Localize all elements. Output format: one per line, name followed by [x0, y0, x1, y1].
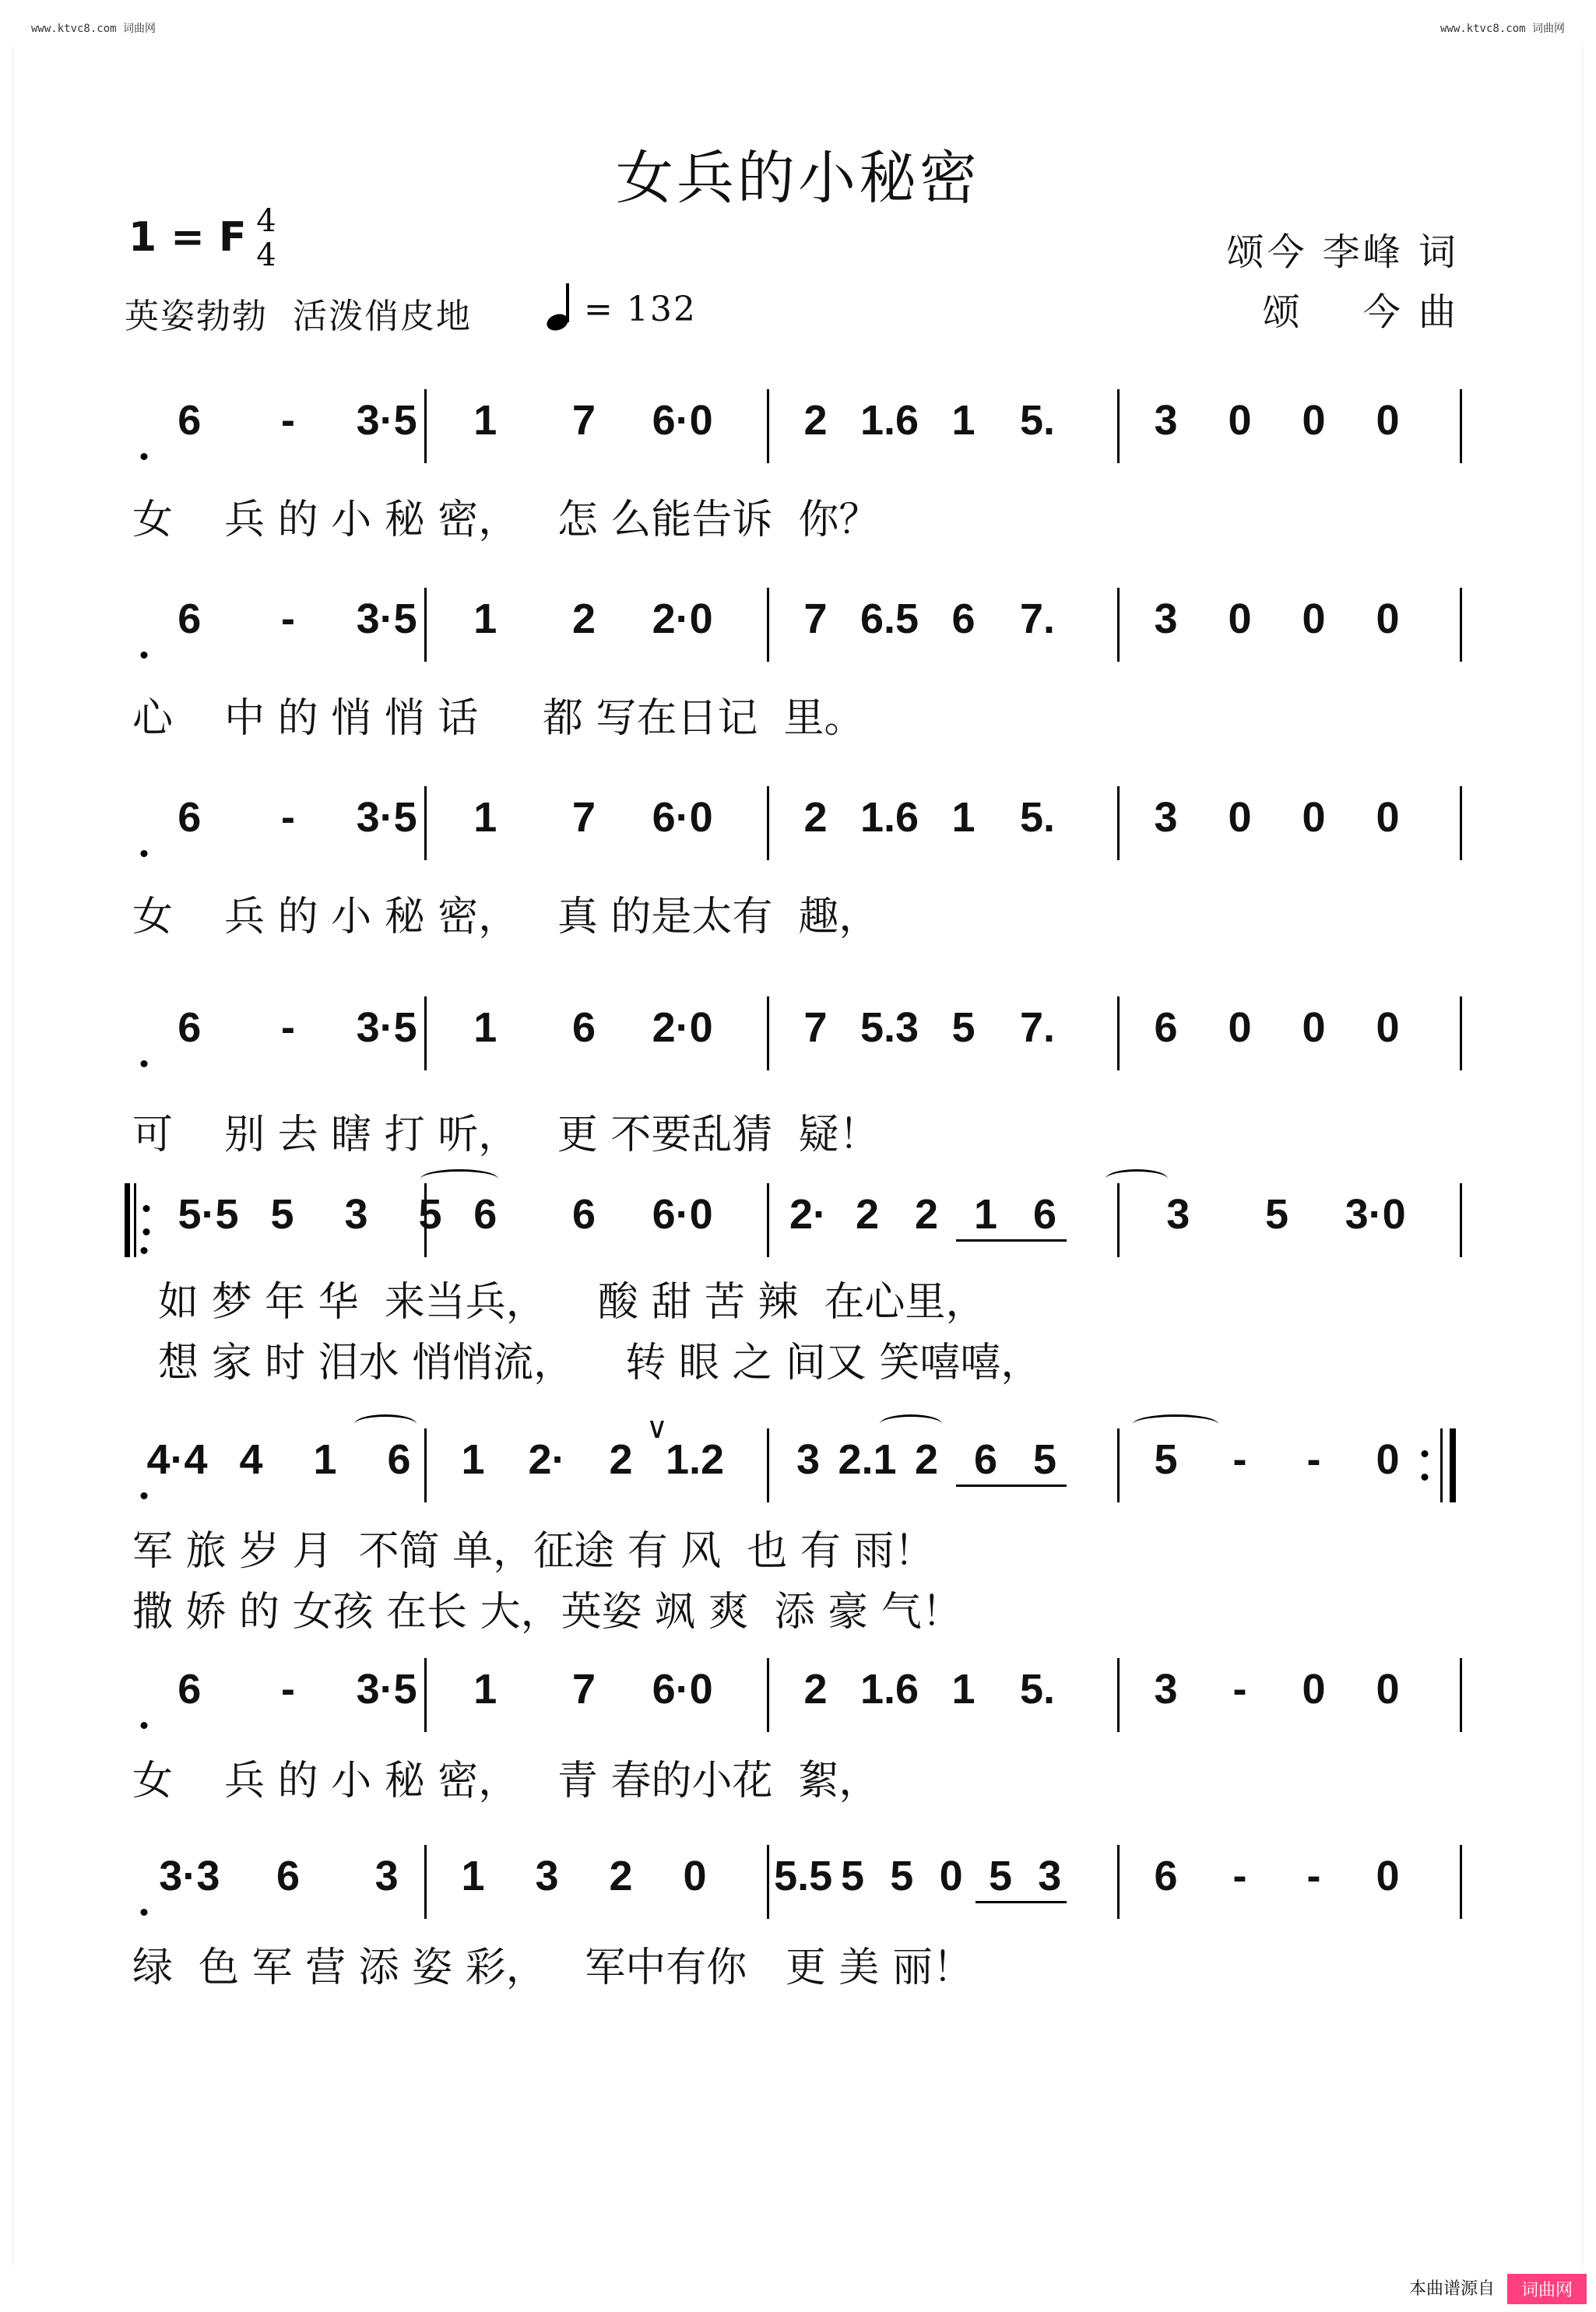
jianpu-note: 7	[803, 596, 828, 642]
lyric-line: 心 中 的 悄 悄 话 都 写在日记 里。	[132, 695, 865, 742]
jianpu-note: 6	[178, 397, 202, 444]
jianpu-note: -	[1306, 1853, 1321, 1899]
barline	[1117, 588, 1120, 662]
jianpu-note: 3	[344, 1191, 368, 1238]
barline	[1460, 588, 1462, 662]
jianpu-note: 0	[1228, 1004, 1252, 1051]
jianpu-note: 3·0	[1345, 1191, 1406, 1238]
jianpu-note: -	[1232, 1666, 1247, 1713]
jianpu-note: 2	[803, 794, 828, 841]
lyric-line: 想 家 时 泪水 悄悄流， 转 眼 之 间又 笑嘻嘻，	[132, 1340, 1042, 1386]
jianpu-note: 1	[473, 1004, 497, 1051]
jianpu-note: 0	[1376, 1666, 1400, 1713]
barline	[1460, 1183, 1462, 1257]
jianpu-note: 5.	[1019, 397, 1056, 444]
jianpu-note: -	[1306, 1436, 1321, 1483]
jianpu-note: 2·0	[652, 1004, 713, 1051]
barline	[767, 1845, 769, 1919]
slur-mark	[1106, 1169, 1168, 1189]
jianpu-note: 5	[418, 1191, 442, 1238]
key-signature: 1 = F	[128, 214, 247, 261]
jianpu-note: 3	[1166, 1191, 1190, 1238]
jianpu-note: -	[1232, 1436, 1247, 1483]
jianpu-note: -	[281, 794, 295, 841]
lyric-line: 女 兵 的 小 秘 密， 青 春的小花 絮，	[132, 1758, 880, 1804]
jianpu-note: 3	[1038, 1853, 1062, 1899]
jianpu-note: 3·5	[356, 1666, 417, 1713]
jianpu-note: 1	[313, 1436, 337, 1483]
jianpu-note: 0	[1376, 794, 1400, 841]
jianpu-note: 0	[683, 1853, 707, 1899]
repeat-start-thin-bar	[134, 1183, 136, 1257]
jianpu-note: 1	[951, 397, 976, 444]
barline	[1460, 1845, 1462, 1919]
jianpu-note: 3	[1154, 794, 1178, 841]
jianpu-note: 2	[914, 1191, 939, 1238]
jianpu-note: 5·5	[178, 1191, 239, 1238]
jianpu-note: 1	[473, 397, 497, 444]
jianpu-note: 6	[276, 1853, 301, 1899]
jianpu-note: 0	[1228, 596, 1252, 642]
barline	[424, 1428, 427, 1502]
jianpu-note: 2	[855, 1191, 880, 1238]
jianpu-note: 2·	[528, 1436, 566, 1483]
repeat-end-thick-bar	[1450, 1428, 1456, 1502]
barline	[1117, 1428, 1120, 1502]
jianpu-note: 3·3	[159, 1853, 220, 1899]
barline	[767, 588, 769, 662]
jianpu-note: 2	[609, 1853, 633, 1899]
jianpu-note: 2·	[789, 1191, 828, 1238]
jianpu-note: 6	[571, 1004, 596, 1051]
jianpu-note: 3	[1154, 397, 1178, 444]
jianpu-note: 5	[1154, 1436, 1178, 1483]
jianpu-note: -	[281, 1004, 295, 1051]
jianpu-note: 0	[1302, 1666, 1326, 1713]
jianpu-note: 0	[1376, 1004, 1400, 1051]
barline	[1117, 1845, 1120, 1919]
barline	[1460, 786, 1462, 860]
expression-marking: 英姿勃勃 活泼俏皮地	[125, 297, 472, 336]
jianpu-note: 0	[1376, 1853, 1400, 1899]
barline	[424, 588, 427, 662]
jianpu-note: 6	[387, 1436, 411, 1483]
jianpu-note: 3	[1154, 1666, 1178, 1713]
low-octave-dot	[141, 1492, 148, 1499]
jianpu-note: 0	[1376, 596, 1400, 642]
jianpu-note: 2	[803, 1666, 828, 1713]
jianpu-note: 3·5	[356, 794, 417, 841]
slur-mark	[420, 1169, 498, 1189]
jianpu-note: 6	[178, 794, 202, 841]
song-title: 女兵的小秘密	[616, 145, 980, 212]
repeat-start-thick-bar	[125, 1183, 130, 1257]
barline	[1117, 1183, 1120, 1257]
barline	[767, 389, 769, 463]
jianpu-note: 5.3	[860, 1004, 919, 1051]
eighth-beam	[956, 1485, 1067, 1487]
repeat-end-thin-bar	[1440, 1428, 1443, 1502]
jianpu-note: 2	[571, 596, 596, 642]
barline	[767, 786, 769, 860]
barline	[1460, 1658, 1462, 1732]
jianpu-note: 6.5	[860, 596, 919, 642]
jianpu-note: 0	[1302, 596, 1326, 642]
slur-mark	[1133, 1414, 1218, 1434]
jianpu-note: 6	[473, 1191, 497, 1238]
jianpu-note: 4·4	[146, 1436, 208, 1483]
jianpu-note: 6	[1154, 1853, 1178, 1899]
jianpu-note: 5	[988, 1853, 1013, 1899]
time-signature-top: 4	[256, 203, 276, 239]
barline	[424, 1658, 427, 1732]
jianpu-note: 3	[796, 1436, 821, 1483]
lyric-line: 撒 娇 的 女孩 在长 大，英姿 飒 爽 添 豪 气！	[132, 1589, 962, 1636]
jianpu-note: 5	[951, 1004, 976, 1051]
jianpu-note: 1	[951, 1666, 976, 1713]
eighth-beam	[956, 1239, 1067, 1242]
barline	[767, 996, 769, 1070]
repeat-dot	[1422, 1450, 1429, 1457]
jianpu-note: 1.6	[860, 397, 919, 444]
site-label-top-left: www.ktvc8.com 词曲网	[31, 23, 156, 35]
low-octave-dot	[141, 453, 148, 460]
barline	[424, 786, 427, 860]
jianpu-note: 2.1	[838, 1436, 897, 1483]
footer-source-label: 本曲谱源自	[1408, 2279, 1495, 2299]
jianpu-note: 6	[571, 1191, 596, 1238]
low-octave-dot	[141, 1722, 148, 1729]
jianpu-note: 1.2	[665, 1436, 725, 1483]
jianpu-note: 1	[473, 1666, 497, 1713]
jianpu-note: 5	[890, 1853, 914, 1899]
jianpu-note: 6·0	[652, 794, 713, 841]
jianpu-note: 0	[939, 1853, 963, 1899]
jianpu-note: 7	[571, 1666, 596, 1713]
jianpu-note: 2·0	[652, 596, 713, 642]
jianpu-note: 3·5	[356, 1004, 417, 1051]
lyricist-credit: 颂今 李峰 词	[1226, 230, 1459, 274]
barline	[1117, 786, 1120, 860]
jianpu-note: 2	[609, 1436, 633, 1483]
jianpu-note: 3	[1154, 596, 1178, 642]
jianpu-note: 1	[473, 596, 497, 642]
jianpu-note: 6·0	[652, 1191, 713, 1238]
composer-credit: 颂 今 曲	[1262, 290, 1459, 334]
barline	[424, 1845, 427, 1919]
low-octave-dot	[141, 1247, 148, 1254]
barline	[767, 1183, 769, 1257]
lyric-line: 女 兵 的 小 秘 密， 怎 么能告诉 你？	[132, 497, 880, 543]
low-octave-dot	[141, 850, 148, 857]
site-badge: 词曲网	[1507, 2274, 1587, 2304]
jianpu-note: 1	[473, 794, 497, 841]
jianpu-note: 6	[1154, 1004, 1178, 1051]
barline	[424, 389, 427, 463]
jianpu-note: 6	[973, 1436, 998, 1483]
low-octave-dot	[141, 1909, 148, 1916]
time-signature-bottom: 4	[256, 237, 276, 273]
jianpu-note: 5	[1264, 1191, 1289, 1238]
lyric-line: 如 梦 年 华 来当兵， 酸 甜 苦 辣 在心里，	[132, 1279, 986, 1326]
repeat-dot	[143, 1228, 150, 1235]
barline	[1117, 389, 1120, 463]
jianpu-note: 5.	[1019, 1666, 1056, 1713]
jianpu-note: 2	[803, 397, 828, 444]
repeat-dot	[143, 1205, 150, 1212]
jianpu-note: 6·0	[652, 397, 713, 444]
jianpu-note: 3·5	[356, 397, 417, 444]
jianpu-note: 2	[914, 1436, 939, 1483]
jianpu-note: 1.6	[860, 1666, 919, 1713]
jianpu-note: 5	[1032, 1436, 1057, 1483]
jianpu-note: 6	[178, 1666, 202, 1713]
jianpu-note: 1	[973, 1191, 998, 1238]
lyric-line: 绿 色 军 营 添 姿 彩， 军中有你 更 美 丽！	[132, 1945, 973, 1991]
jianpu-note: 4	[239, 1436, 263, 1483]
jianpu-note: -	[281, 1666, 295, 1713]
jianpu-note: 3	[374, 1853, 399, 1899]
jianpu-note: 5.5	[774, 1853, 833, 1899]
slur-mark	[354, 1414, 417, 1434]
jianpu-note: -	[281, 596, 295, 642]
site-label-top-right: www.ktvc8.com 词曲网	[1440, 23, 1565, 35]
barline	[1460, 996, 1462, 1070]
eighth-beam	[976, 1901, 1067, 1903]
jianpu-note: 0	[1376, 397, 1400, 444]
barline	[1460, 389, 1462, 463]
barline	[1117, 996, 1120, 1070]
jianpu-note: 5	[270, 1191, 294, 1238]
barline	[767, 1428, 769, 1502]
jianpu-note: 7	[803, 1004, 828, 1051]
jianpu-note: 6	[178, 596, 202, 642]
jianpu-note: 6	[951, 596, 976, 642]
lyric-line: 军 旅 岁 月 不简 单，征途 有 风 也 有 雨！	[132, 1528, 935, 1575]
repeat-dot	[1422, 1474, 1429, 1481]
jianpu-note: 3	[535, 1853, 559, 1899]
jianpu-note: 0	[1228, 794, 1252, 841]
jianpu-note: 5	[840, 1853, 865, 1899]
jianpu-note: 1	[461, 1853, 485, 1899]
jianpu-note: 6·0	[652, 1666, 713, 1713]
barline	[424, 996, 427, 1070]
jianpu-note: 6	[178, 1004, 202, 1051]
jianpu-note: -	[1232, 1853, 1247, 1899]
slur-mark	[880, 1414, 942, 1434]
jianpu-note: 7.	[1019, 1004, 1056, 1051]
jianpu-note: 7	[571, 794, 596, 841]
jianpu-note: 7	[571, 397, 596, 444]
jianpu-note: 0	[1302, 397, 1326, 444]
jianpu-note: 1.6	[860, 794, 919, 841]
jianpu-note: 0	[1302, 794, 1326, 841]
jianpu-note: 6	[1032, 1191, 1057, 1238]
jianpu-note: -	[281, 397, 295, 444]
low-octave-dot	[141, 652, 148, 659]
jianpu-note: 1	[951, 794, 976, 841]
jianpu-note: 0	[1228, 397, 1252, 444]
barline	[1117, 1658, 1120, 1732]
jianpu-note: 0	[1376, 1436, 1400, 1483]
lyric-line: 可 别 去 瞎 打 听， 更 不要乱猜 疑！	[132, 1112, 880, 1158]
jianpu-note: 0	[1302, 1004, 1326, 1051]
jianpu-note: 1	[461, 1436, 485, 1483]
breath-mark: ∨	[646, 1411, 668, 1445]
jianpu-note: 7.	[1019, 596, 1056, 642]
jianpu-note: 5.	[1019, 794, 1056, 841]
lyric-line: 女 兵 的 小 秘 密， 真 的是太有 趣，	[132, 894, 880, 940]
low-octave-dot	[141, 1060, 148, 1067]
jianpu-note: 3·5	[356, 596, 417, 642]
tempo-value: = 132	[584, 290, 697, 329]
barline	[767, 1658, 769, 1732]
